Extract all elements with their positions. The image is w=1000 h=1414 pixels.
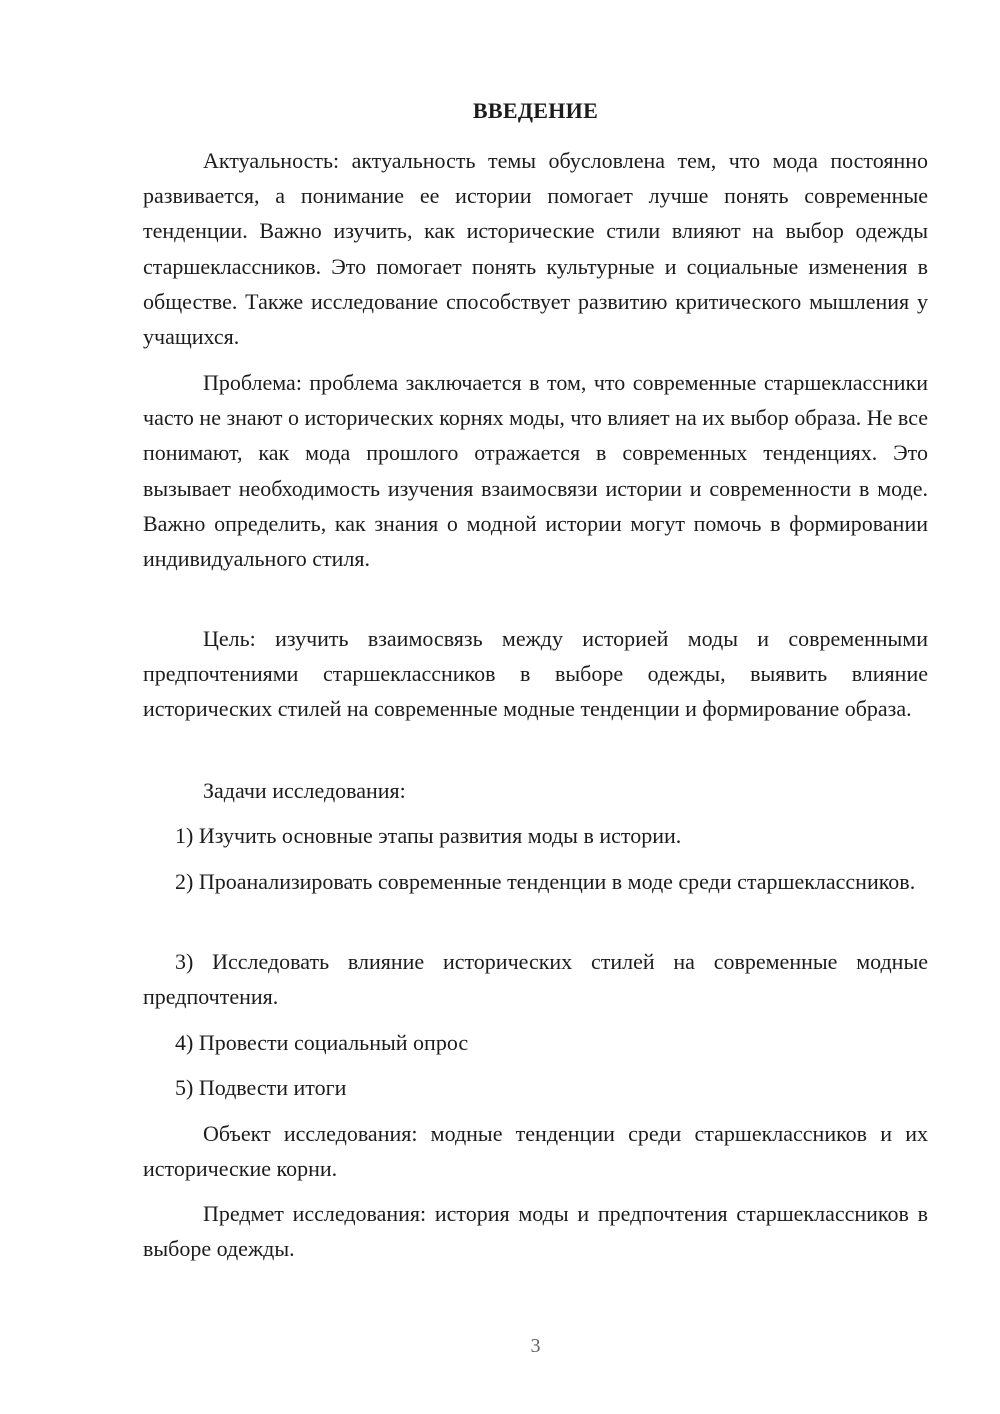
paragraph-object: Объект исследования: модные тенденции среди старшеклассников и их исторические корни. <box>143 1121 928 1182</box>
task-item-5: 5) Подвести итоги <box>175 1075 347 1100</box>
paragraph-relevance: Актуальность: актуальность темы обусловлена тем, что мода постоянно развивается, а понимание ее истории помогает лучше понять современные тенденции. Важно изучить, как исторические стили влияют на выбор одежды старшеклассников. Это помогает понять культурные и социальные изменения в обществе. Также исследование способствует развитию критического мышления у учащихся. <box>143 148 928 350</box>
task-item-3: 3) Исследовать влияние исторических стилей на современные модные предпочтения. <box>143 949 928 1010</box>
tasks-title: Задачи исследования: <box>203 778 406 803</box>
document-page <box>143 0 928 1414</box>
task-item-2: 2) Проанализировать современные тенденции в моде среди старшеклассников. <box>175 869 916 894</box>
paragraph-goal: Цель: изучить взаимосвязь между историей моды и современными предпочтениями старшеклассников в выборе одежды, выявить влияние исторических стилей на современные модные тенденции и формирование образа. <box>143 626 928 722</box>
task-item-1: 1) Изучить основные этапы развития моды в истории. <box>175 823 682 848</box>
page-title: ВВЕДЕНИЕ <box>472 98 599 123</box>
paragraph-problem: Проблема: проблема заключается в том, что современные старшеклассники часто не знают о исторических корнях моды, что влияет на их выбор образа. Не все понимают, как мода прошлого отражается в современных тенденциях. Это вызывает необходимость изучения взаимосвязи истории и современности в моде. Важно определить, как знания о модной истории могут помочь в формировании индивидуального стиля. <box>143 370 928 572</box>
paragraph-subject: Предмет исследования: история моды и предпочтения старшеклассников в выборе одежды. <box>143 1201 928 1262</box>
task-item-4: 4) Провести социальный опрос <box>175 1030 469 1055</box>
page-number: 3 <box>530 1335 541 1357</box>
